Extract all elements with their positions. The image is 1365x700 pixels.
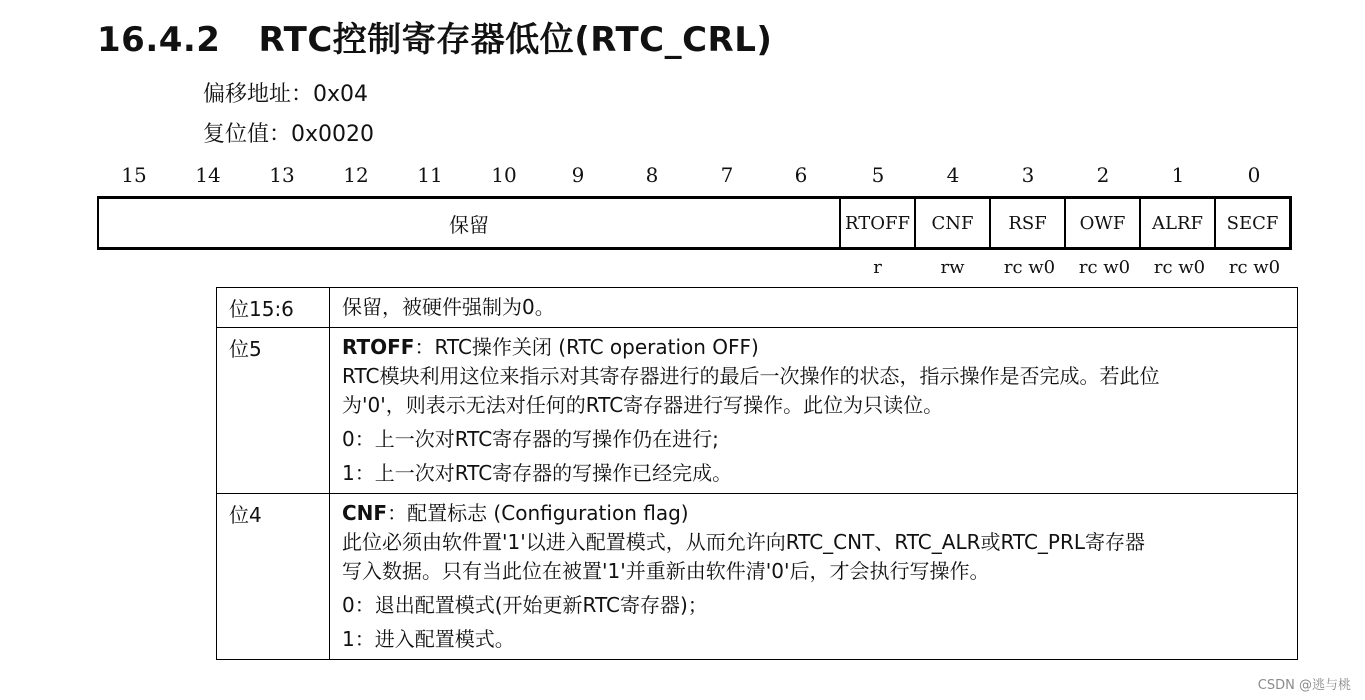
csdn-watermark: CSDN @逃与桃 [1257,678,1351,693]
field-heading [342,333,1285,362]
field-title: ：RTC操作关闭 (RTC operation OFF) [414,335,759,359]
bit-number: 11 [417,163,443,187]
bit-number: 0 [1247,163,1261,187]
bit-range: 位4 [217,494,330,660]
description-line: 1：进入配置模式。 [342,627,515,651]
bit-number: 1 [1171,163,1185,187]
field-heading [342,499,1285,528]
description-line: 写入数据。只有当此位在被置'1'并重新由软件清'0'后，才会执行写操作。 [342,559,990,583]
field-secf: SECF [1214,199,1289,247]
offset-address: 偏移地址：0x04 [203,82,369,107]
section-heading: RTC控制寄存器低位(RTC_CRL) [258,20,773,60]
field-name: RTOFF [342,335,415,359]
field-cnf: CNF [914,199,989,247]
bit-range: 位15:6 [217,288,330,328]
bit-number: 14 [195,163,221,187]
field-owf: OWF [1064,199,1139,247]
access-owf: rc w0 [1078,257,1131,278]
bit-number: 4 [946,163,960,187]
access-secf: rc w0 [1228,257,1281,278]
description-line: 此位必须由软件置'1'以进入配置模式，从而允许向RTC_CNT、RTC_ALR或RTC_PRL寄存器 [342,530,1146,554]
table-row [217,494,1298,660]
bit-number: 5 [871,163,885,187]
description-line: 0：退出配置模式(开始更新RTC寄存器)； [342,593,708,617]
description-line: 为'0'，则表示无法对任何的RTC寄存器进行写操作。此位为只读位。 [342,393,944,417]
bit-number-row [97,163,1294,189]
section-title [97,12,772,61]
access-rtoff: r [873,257,882,278]
description-line: RTC模块利用这位来指示对其寄存器进行的最后一次操作的状态，指示操作是否完成。若此位 [342,364,1160,388]
field-alrf: ALRF [1139,199,1214,247]
bit-number: 12 [343,163,369,187]
bit-number: 15 [121,163,147,187]
bit-description [330,494,1298,660]
field-rsf: RSF [989,199,1064,247]
bit-range: 位5 [217,328,330,494]
bit-description [330,288,1298,328]
bit-number: 10 [491,163,517,187]
reset-value: 复位值：0x0020 [203,122,375,147]
bit-number: 8 [645,163,659,187]
bit-number: 2 [1096,163,1110,187]
access-alrf: rc w0 [1153,257,1206,278]
field-name: CNF [342,501,388,525]
access-rsf: rc w0 [1003,257,1056,278]
reserved-field: 保留 [449,212,489,237]
table-row [217,328,1298,494]
bit-number: 7 [720,163,734,187]
bit-number: 6 [794,163,808,187]
bit-number: 3 [1021,163,1035,187]
register-bitfield-diagram [97,196,1292,250]
bit-description [330,328,1298,494]
field-rtoff: RTOFF [839,199,914,247]
bit-number: 9 [571,163,585,187]
bit-description-table [216,287,1298,660]
table-row [217,288,1298,328]
description-line: 保留，被硬件强制为0。 [342,295,555,319]
section-number: 16.4.2 [97,20,221,60]
bit-number: 13 [269,163,295,187]
field-title: ：配置标志 (Configuration flag) [387,501,689,525]
description-line: 1：上一次对RTC寄存器的写操作已经完成。 [342,461,733,485]
description-line: 0：上一次对RTC寄存器的写操作仍在进行; [342,427,719,451]
access-cnf: rw [940,257,965,278]
